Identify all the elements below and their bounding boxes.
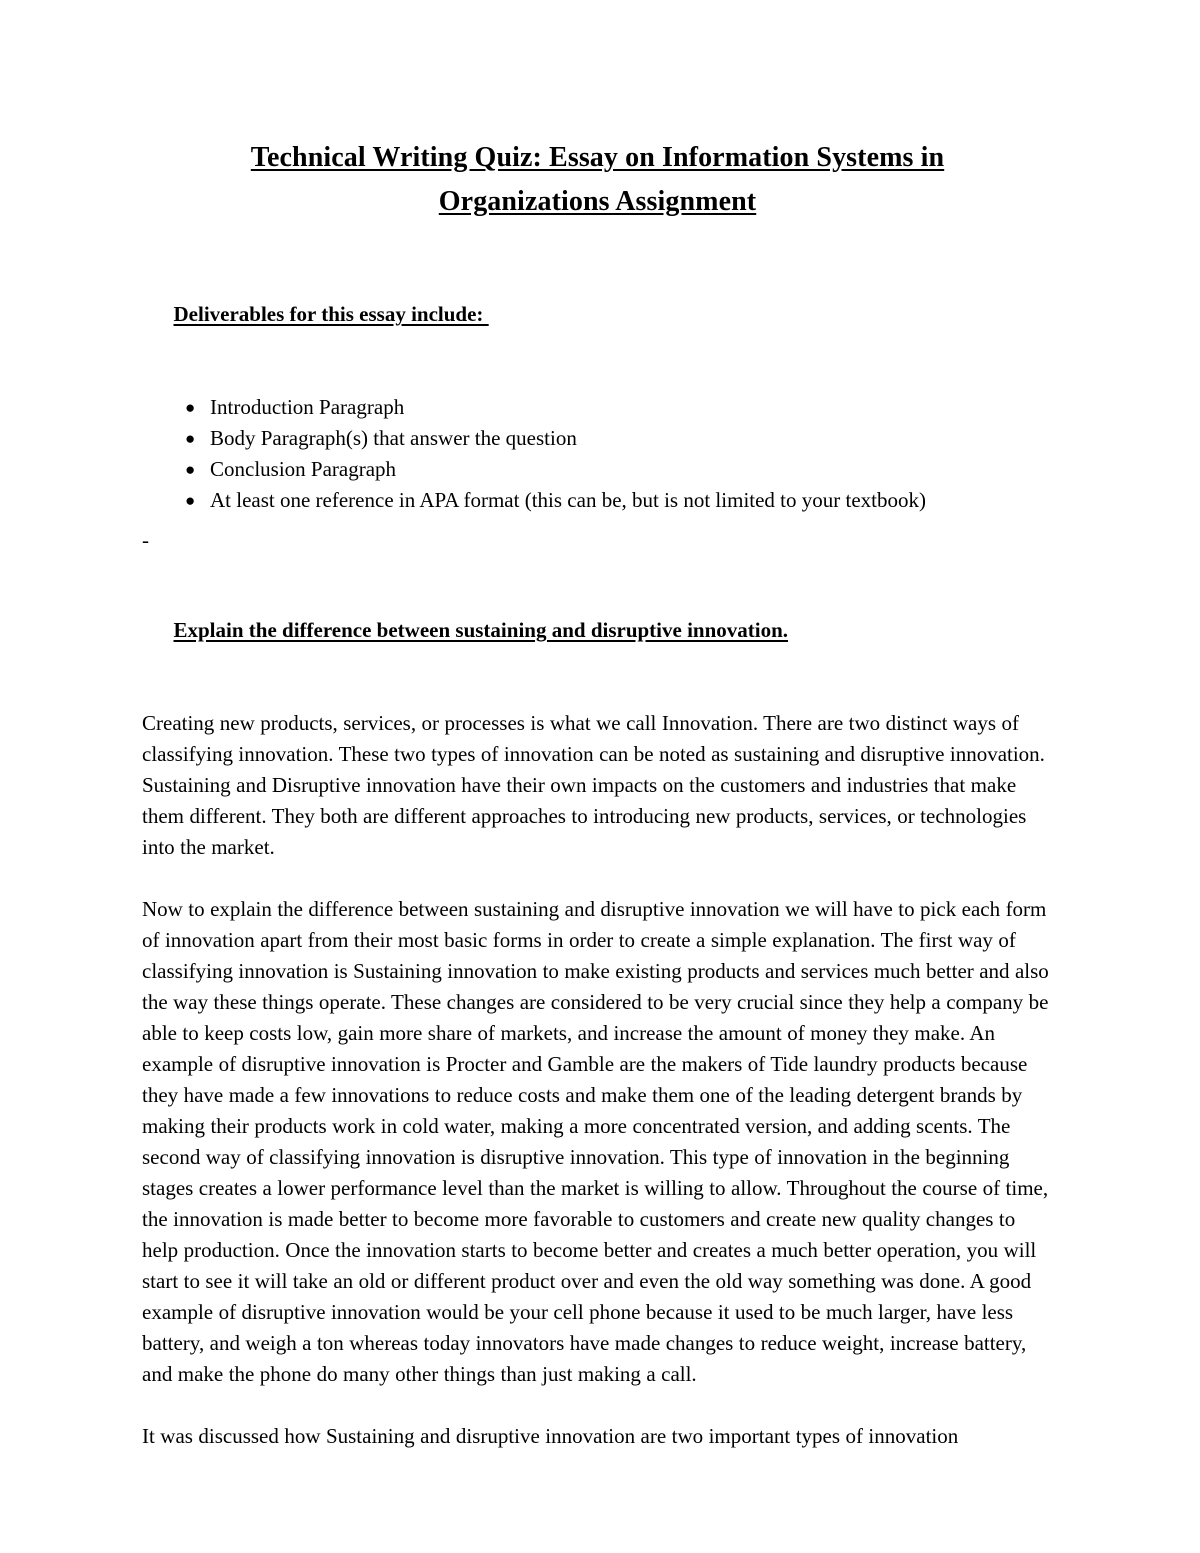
page-title-line-2: Organizations Assignment: [438, 186, 757, 217]
body-paragraph-1: Creating new products, services, or processes is what we call Innovation. There are two distinct ways of classifying innovation. These two types of innovation can be noted as sustaining and disruptive innovation. Sustaining and Disruptive innovation have their own impacts on the customers and industries that make them different. They both are different approaches to introducing new products, services, or technologies into the market.: [142, 711, 1045, 859]
body-paragraph-2: Now to explain the difference between sustaining and disruptive innovation we will have to pick each form of innovation apart from their most basic forms in order to create a simple explanation. The first way of classifying innovation is Sustaining innovation to make existing products and services much better and also the way these things operate. These changes are considered to be very crucial since they help a company be able to keep costs low, gain more share of markets, and increase the amount of money they make. An example of disruptive innovation is Procter and Gamble are the makers of Tide laundry products because they have made a few innovations to reduce costs and make them one of the leading detergent brands by making their products work in cold water, making a more concentrated version, and adding scents. The second way of classifying innovation is disruptive innovation. This type of innovation in the beginning stages creates a lower performance level than the market is willing to allow. Throughout the course of time, the innovation is made better to become more favorable to customers and create new quality changes to help production. Once the innovation starts to become better and creates a much better operation, you will start to see it will take an old or different product over and even the old way something was done. A good example of disruptive innovation would be your cell phone because it used to be much larger, have less battery, and weigh a ton whereas today innovators have made changes to reduce weight, increase battery, and make the phone do many other things than just making a call.: [142, 897, 1049, 1386]
bullet-icon: ●: [185, 398, 196, 417]
spacer-after-title: [142, 224, 1053, 268]
list-item: [142, 485, 1053, 516]
deliverables-heading-text: Deliverables for this essay include:: [173, 302, 489, 326]
deliverables-heading: [142, 268, 1053, 361]
page-title-line-1: Technical Writing Quiz: Essay on Information Systems in: [250, 142, 945, 173]
document-body: [142, 136, 1053, 1452]
bullet-icon: ●: [185, 429, 196, 448]
bullet-icon: ●: [185, 460, 196, 479]
list-item-label: Introduction Paragraph: [210, 395, 405, 419]
prompt-heading-text: Explain the difference between sustaining and disruptive innovation.: [173, 618, 789, 642]
spacer-after-prompt-heading: [142, 677, 1053, 708]
prompt-heading: [142, 584, 1053, 677]
list-item: [142, 423, 1053, 454]
list-item: [142, 392, 1053, 423]
stray-dash: -: [142, 528, 149, 552]
page-title: [142, 136, 1053, 224]
body-paragraph-3: It was discussed how Sustaining and disruptive innovation are two important types of innovation: [142, 1424, 959, 1448]
deliverables-list: [142, 392, 1053, 516]
paragraph-gap: [142, 1390, 1053, 1421]
paragraph-gap: [142, 863, 1053, 894]
spacer-after-deliverables-heading: [142, 361, 1053, 392]
list-item-label: Conclusion Paragraph: [210, 457, 397, 481]
bullet-icon: ●: [185, 491, 196, 510]
list-item: [142, 454, 1053, 485]
spacer-before-prompt: [142, 556, 1053, 584]
list-item-label: At least one reference in APA format (this can be, but is not limited to your textbook): [210, 488, 926, 512]
list-item-label: Body Paragraph(s) that answer the question: [210, 426, 577, 450]
